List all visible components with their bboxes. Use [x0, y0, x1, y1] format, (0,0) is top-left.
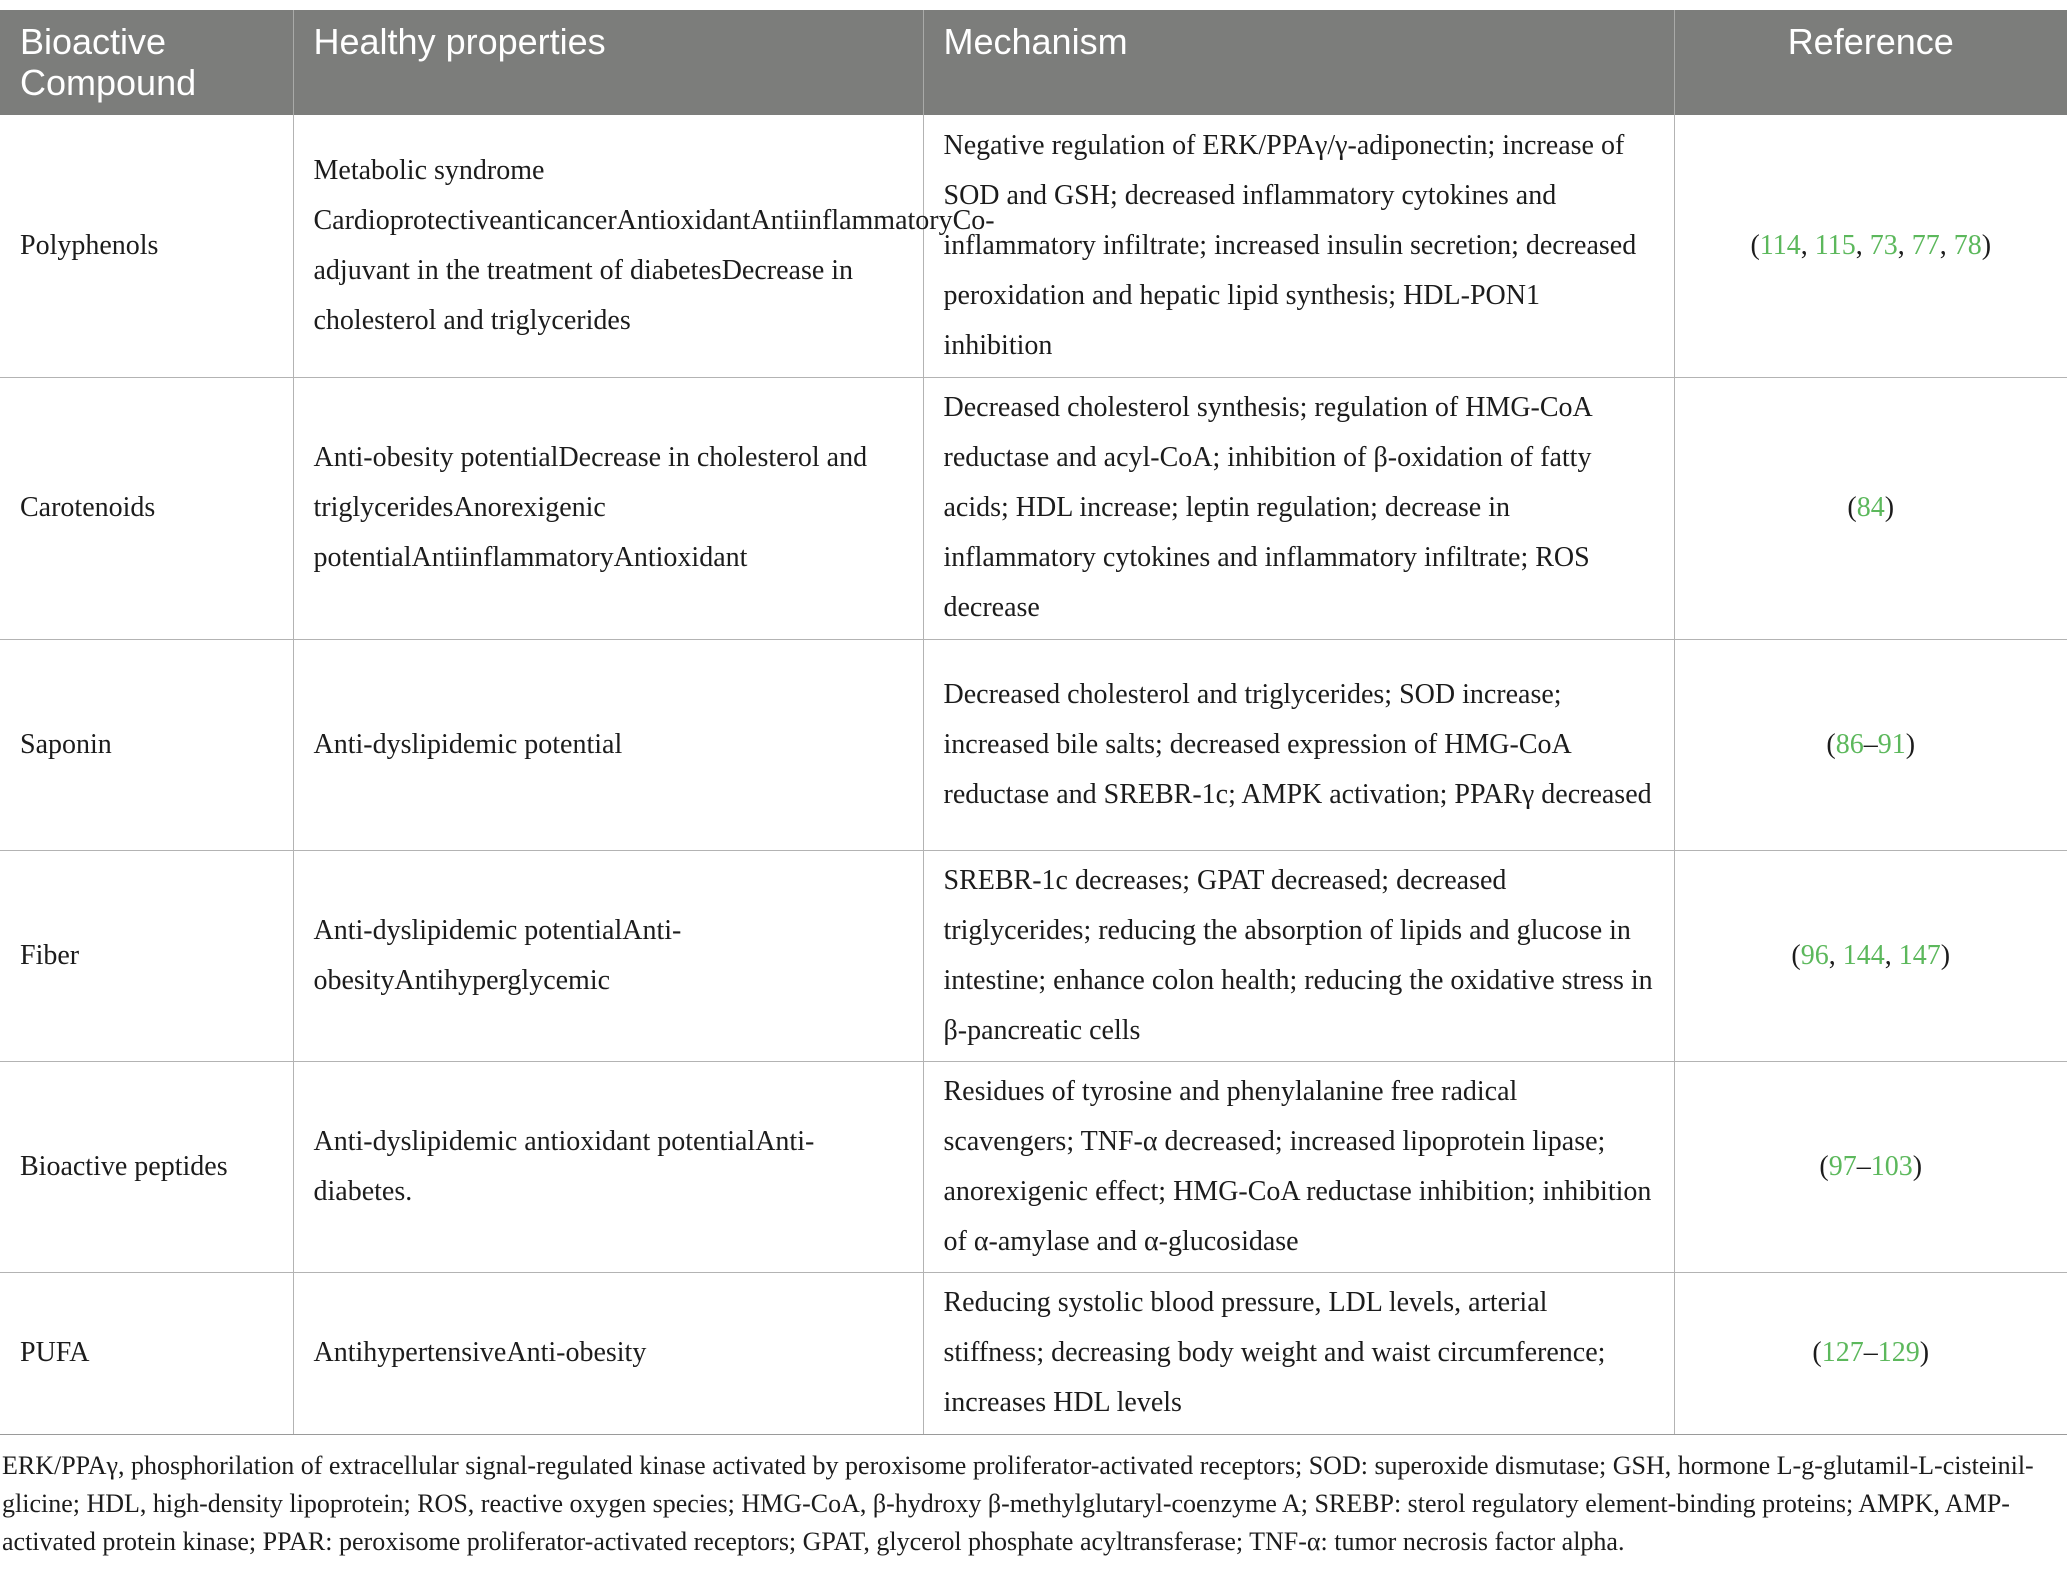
- reference-link[interactable]: 91: [1877, 728, 1906, 760]
- table-row: [0, 1272, 2067, 1434]
- reference-separator: ,: [1855, 229, 1870, 261]
- reference-separator: ,: [1800, 229, 1815, 261]
- reference-link[interactable]: 129: [1877, 1337, 1920, 1368]
- reference-open-paren: (: [1847, 492, 1857, 523]
- table-container: [0, 10, 2067, 1435]
- header-mechanism: Mechanism: [923, 10, 1674, 115]
- header-properties: Healthy properties: [293, 10, 923, 115]
- cell-compound: Bioactive peptides: [0, 1061, 293, 1272]
- reference-close-paren: ): [1884, 492, 1895, 523]
- reference-open-paren: (: [1819, 1150, 1829, 1182]
- reference-link[interactable]: 147: [1898, 939, 1941, 971]
- reference-open-paren: (: [1812, 1337, 1822, 1368]
- cell-compound: Fiber: [0, 850, 293, 1061]
- cell-mechanism: Decreased cholesterol synthesis; regulation of HMG-CoA reductase and acyl-CoA; inhibition of β-oxidation of fatty acids; HDL increase; leptin regulation; decrease in inflammatory cytokines and inflammatory infiltrate; ROS decrease: [923, 377, 1674, 639]
- cell-compound: Carotenoids: [0, 377, 293, 639]
- header-compound: Bioactive Compound: [0, 10, 293, 115]
- header-reference: Reference: [1674, 10, 2067, 115]
- reference-link[interactable]: 144: [1842, 939, 1885, 971]
- cell-reference: [1674, 377, 2067, 639]
- reference-close-paren: ): [1919, 1337, 1930, 1368]
- reference-open-paren: (: [1826, 728, 1836, 760]
- reference-link[interactable]: 73: [1869, 229, 1898, 261]
- reference-link[interactable]: 97: [1828, 1150, 1857, 1182]
- reference-close-paren: ): [1905, 728, 1916, 760]
- reference-separator: –: [1863, 1337, 1878, 1368]
- table-row: [0, 1061, 2067, 1272]
- reference-open-paren: (: [1791, 939, 1801, 971]
- table-row: [0, 639, 2067, 850]
- cell-properties: Anti-dyslipidemic potential: [293, 639, 923, 850]
- reference-close-paren: ): [1981, 229, 1992, 261]
- cell-mechanism: SREBR-1c decreases; GPAT decreased; decreased triglycerides; reducing the absorption of lipids and glucose in intestine; enhance colon health; reducing the oxidative stress in β-pancreatic cells: [923, 850, 1674, 1061]
- table-row: [0, 377, 2067, 639]
- bioactive-compounds-table: [0, 10, 2067, 1435]
- cell-reference: [1674, 639, 2067, 850]
- table-row: [0, 115, 2067, 377]
- reference-separator: –: [1863, 728, 1878, 760]
- cell-mechanism: Reducing systolic blood pressure, LDL levels, arterial stiffness; decreasing body weight and waist circumference; increases HDL levels: [923, 1272, 1674, 1434]
- cell-compound: PUFA: [0, 1272, 293, 1434]
- cell-compound: Saponin: [0, 639, 293, 850]
- cell-mechanism: Decreased cholesterol and triglycerides; SOD increase; increased bile salts; decreased expression of HMG-CoA reductase and SREBR-1c; AMPK activation; PPARγ decreased: [923, 639, 1674, 850]
- reference-link[interactable]: 96: [1800, 939, 1829, 971]
- reference-close-paren: ): [1912, 1150, 1923, 1182]
- reference-separator: ,: [1897, 229, 1912, 261]
- reference-separator: ,: [1939, 229, 1954, 261]
- reference-separator: ,: [1828, 939, 1843, 971]
- cell-properties: Metabolic syndrome CardioprotectiveanticancerAntioxidantAntiinflammatoryCo-adjuvant in the treatment of diabetesDecrease in cholesterol and triglycerides: [293, 115, 923, 377]
- table-header-row: [0, 10, 2067, 115]
- reference-separator: –: [1856, 1150, 1871, 1182]
- reference-link[interactable]: 77: [1911, 229, 1940, 261]
- cell-reference: [1674, 115, 2067, 377]
- cell-reference: [1674, 1272, 2067, 1434]
- reference-link[interactable]: 127: [1821, 1337, 1864, 1368]
- reference-link[interactable]: 114: [1759, 229, 1801, 261]
- reference-link[interactable]: 86: [1835, 728, 1864, 760]
- reference-separator: ,: [1884, 939, 1899, 971]
- cell-properties: Anti-dyslipidemic antioxidant potentialAnti-diabetes.: [293, 1061, 923, 1272]
- reference-link[interactable]: 115: [1814, 229, 1856, 261]
- cell-mechanism: Negative regulation of ERK/PPAγ/γ-adiponectin; increase of SOD and GSH; decreased inflammatory cytokines and inflammatory infiltrate; increased insulin secretion; decreased peroxidation and hepatic lipid synthesis; HDL-PON1 inhibition: [923, 115, 1674, 377]
- reference-open-paren: (: [1750, 229, 1760, 261]
- cell-mechanism: Residues of tyrosine and phenylalanine free radical scavengers; TNF-α decreased; increased lipoprotein lipase; anorexigenic effect; HMG-CoA reductase inhibition; inhibition of α-amylase and α-glucosidase: [923, 1061, 1674, 1272]
- reference-link[interactable]: 84: [1856, 492, 1885, 523]
- table-row: [0, 850, 2067, 1061]
- cell-reference: [1674, 850, 2067, 1061]
- cell-properties: Anti-obesity potentialDecrease in cholesterol and triglyceridesAnorexigenic potentialAntiinflammatoryAntioxidant: [293, 377, 923, 639]
- reference-link[interactable]: 78: [1953, 229, 1982, 261]
- cell-properties: AntihypertensiveAnti-obesity: [293, 1272, 923, 1434]
- reference-close-paren: ): [1940, 939, 1951, 971]
- cell-compound: Polyphenols: [0, 115, 293, 377]
- cell-properties: Anti-dyslipidemic potentialAnti-obesityAntihyperglycemic: [293, 850, 923, 1061]
- cell-reference: [1674, 1061, 2067, 1272]
- table-footnote: ERK/PPAγ, phosphorilation of extracellular signal-regulated kinase activated by peroxisome proliferator-activated receptors; SOD: superoxide dismutase; GSH, hormone L-g-glutamil-L-cisteinil-glicine; HDL, high-density lipoprotein; ROS, reactive oxygen species; HMG-CoA, β-hydroxy β-methylglutaryl-coenzyme A; SREBP: sterol regulatory element-binding proteins; AMPK, AMP-activated protein kinase; PPAR: peroxisome proliferator-activated receptors; GPAT, glycerol phosphate acyltransferase; TNF-α: tumor necrosis factor alpha.: [2, 1451, 2034, 1556]
- reference-link[interactable]: 103: [1870, 1150, 1913, 1182]
